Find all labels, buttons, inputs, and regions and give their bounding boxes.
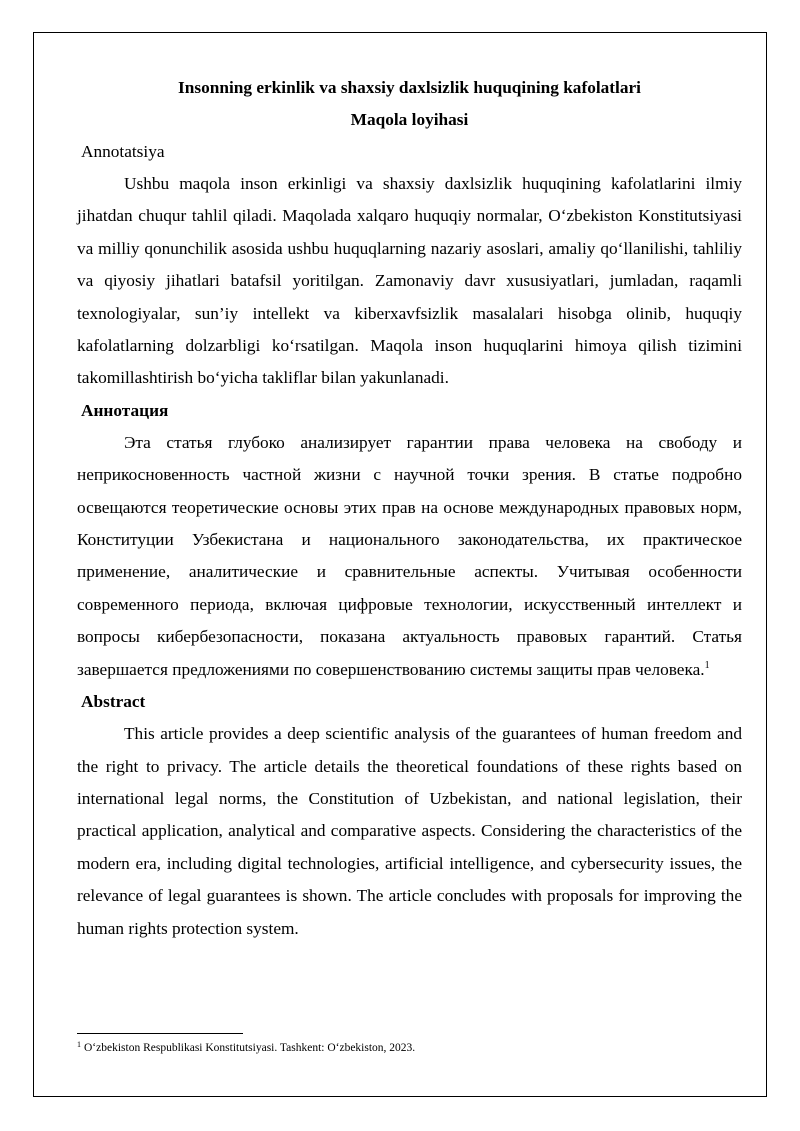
footnote-reference[interactable]: 1 (704, 659, 710, 671)
document-body (77, 72, 742, 945)
section-paragraph-russian (77, 427, 742, 686)
section-text-russian: Эта статья глубоко анализирует гарантии права человека на свободу и неприкосновенность частной жизни с научной точки зрения. В статье подробно освещаются теоретические основы этих прав на основе международных правовых норм, Конституции Узбекистана и национального законодательства, их практическое применение, аналитические и сравнительные аспекты. Учитывая особенности современного периода, включая цифровые технологии, искусственный интеллект и вопросы кибербезопасности, показана актуальность правовых гарантий. Статья завершается предложениями по совершенствованию системы защиты прав человека. (77, 432, 742, 679)
section-text-uzbek: Ushbu maqola inson erkinligi va shaxsiy daxlsizlik huquqining kafolatlarini ilmiy jihatdan chuqur tahlil qiladi. Maqolada xalqaro huquqiy normalar, O‘zbekiston Konstitutsiyasi va milliy qonunchilik asosida ushbu huquqlarning nazariy asoslari, amaliy qo‘llanilishi, tahliliy va qiyosiy jihatlari batafsil yoritilgan. Zamonaviy davr xususiyatlari, jumladan, raqamli texnologiyalar, sun’iy intellekt va kiberxavfsizlik masalalari hisobga olinib, huquqiy kafolatlarning dolzarbligi ko‘rsatilgan. Maqola inson huquqlarini himoya qilish tizimini takomillashtirish bo‘yicha takliflar bilan yakunlanadi. (77, 174, 742, 388)
document-title: Insonning erkinlik va shaxsiy daxlsizlik huquqining kafolatlari (178, 78, 641, 97)
footnote-text: O‘zbekiston Respublikasi Konstitutsiyasi. Tashkent: O‘zbekiston, 2023. (84, 1042, 416, 1054)
section-text-english: This article provides a deep scientific analysis of the guarantees of human freedom and the right to privacy. The article details the theoretical foundations of these rights based on international legal norms, the Constitution of Uzbekistan, and national legislation, their practical application, analytical and comparative aspects. Considering the characteristics of the modern era, including digital technologies, artificial intelligence, and cybersecurity issues, the relevance of legal guarantees is shown. The article concludes with proposals for improving the human rights protection system. (77, 724, 742, 938)
section-heading-russian: Аннотация (81, 400, 169, 420)
footnote-separator (77, 1033, 243, 1034)
footnote-number: 1 (77, 1040, 81, 1049)
document-subtitle: Maqola loyihasi (350, 110, 469, 129)
footnote (77, 1041, 415, 1055)
section-heading-english: Abstract (81, 692, 146, 712)
section-heading-uzbek: Annotatsiya (81, 142, 165, 161)
